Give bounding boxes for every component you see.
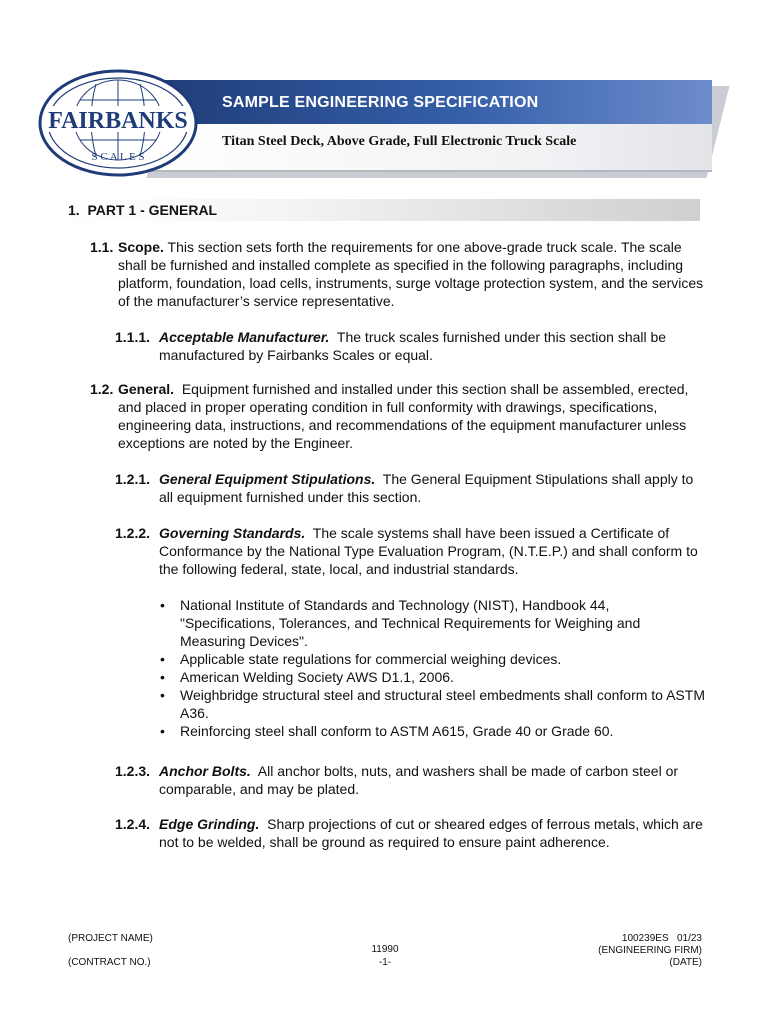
- edge-text: Sharp projections of cut or sheared edges of ferrous metals, which are not to be welded, shall be ground as required to ensure paint adherence.: [159, 816, 703, 850]
- edge-grinding-paragraph: [115, 815, 705, 851]
- logo-wordmark: FAIRBANKS: [48, 108, 188, 134]
- anchor-text: All anchor bolts, nuts, and washers shall be made of carbon steel or comparable, and may be plated.: [159, 763, 679, 797]
- list-item: • Weighbridge structural steel and structural steel embedments shall conform to ASTM A36.: [158, 686, 706, 722]
- footer-page-number: -1-: [378, 957, 392, 968]
- footer-contract-no: (CONTRACT NO.): [68, 957, 151, 968]
- section-title: PART 1 - GENERAL: [87, 202, 218, 218]
- stipulations-number: 1.2.1.: [115, 471, 151, 487]
- stipulations-heading: General Equipment Stipulations.: [159, 471, 376, 487]
- edge-body: [159, 815, 705, 851]
- acceptable-number: 1.1.1.: [115, 329, 151, 345]
- scope-text: This section sets forth the requirements for one above-grade truck scale. The scale shall be furnished and installed complete as specified in the following paragraphs, including platform, foundation, load cells, instruments, surge voltage protection system, and the services of the manufacturer’s service representative.: [118, 239, 704, 309]
- general-body: [118, 380, 704, 452]
- section-heading: [68, 202, 217, 218]
- list-item: • National Institute of Standards and Technology (NIST), Handbook 44, "Specifications, Tolerances, and Technical Requirements for Weighing and Measuring Devices".: [158, 596, 706, 650]
- footer-doc-number: 11990: [371, 944, 399, 955]
- section-heading-bar: [62, 199, 700, 221]
- standards-list: [158, 596, 706, 740]
- general-text: Equipment furnished and installed under this section shall be assembled, erected, and placed in proper operating condition in full conformity with drawings, specifications, engineering data, instructions, and recommendations of the equipment manufacturer unless exceptions are noted by the Engineer.: [118, 381, 689, 451]
- standards-text: The scale systems shall have been issued a Certificate of Conformance by the National Type Evaluation Program, (N.T.E.P.) and shall conform to the following federal, state, local, and industrial standards.: [159, 525, 698, 577]
- list-item: • Reinforcing steel shall conform to ASTM A615, Grade 40 or Grade 60.: [158, 722, 706, 740]
- stipulations-body: [159, 470, 705, 506]
- scope-paragraph: [90, 238, 704, 310]
- section-number: 1.: [68, 202, 80, 218]
- anchor-number: 1.2.3.: [115, 763, 151, 779]
- scope-heading: Scope.: [118, 239, 164, 255]
- footer-engineering-firm: (ENGINEERING FIRM): [598, 945, 702, 956]
- acceptable-text: The truck scales furnished under this section shall be manufactured by Fairbanks Scales or equal.: [159, 329, 667, 363]
- scope-body: [118, 238, 704, 310]
- general-number: 1.2.: [90, 381, 114, 397]
- logo-scales-text: S C A L E S: [91, 151, 145, 163]
- anchor-bolts-paragraph: [115, 762, 707, 798]
- acceptable-heading: Acceptable Manufacturer.: [159, 329, 330, 345]
- document-subtitle: Titan Steel Deck, Above Grade, Full Electronic Truck Scale: [222, 134, 577, 149]
- standards-body: [159, 524, 705, 578]
- footer-project-name: (PROJECT NAME): [68, 933, 153, 944]
- stipulations-text: The General Equipment Stipulations shall apply to all equipment furnished under this section.: [159, 471, 694, 505]
- edge-number: 1.2.4.: [115, 816, 151, 832]
- list-item: • American Welding Society AWS D1.1, 2006.: [158, 668, 706, 686]
- standards-number: 1.2.2.: [115, 525, 151, 541]
- footer-date: (DATE): [669, 957, 702, 968]
- list-item: • Applicable state regulations for commercial weighing devices.: [158, 650, 706, 668]
- standards-heading: Governing Standards.: [159, 525, 306, 541]
- acceptable-manufacturer-paragraph: [115, 328, 705, 364]
- standards-paragraph: [115, 524, 705, 578]
- acceptable-body: [159, 328, 705, 364]
- anchor-body: [159, 762, 707, 798]
- general-heading: General.: [118, 381, 175, 397]
- general-paragraph: [90, 380, 704, 452]
- header-banner: [150, 80, 712, 170]
- anchor-heading: Anchor Bolts.: [159, 763, 251, 779]
- stipulations-paragraph: [115, 470, 705, 506]
- fairbanks-logo: [38, 68, 198, 178]
- edge-heading: Edge Grinding.: [159, 816, 260, 832]
- scope-number: 1.1.: [90, 239, 114, 255]
- footer-revision: 100239ES 01/23: [621, 933, 702, 944]
- document-title: SAMPLE ENGINEERING SPECIFICATION: [222, 94, 539, 111]
